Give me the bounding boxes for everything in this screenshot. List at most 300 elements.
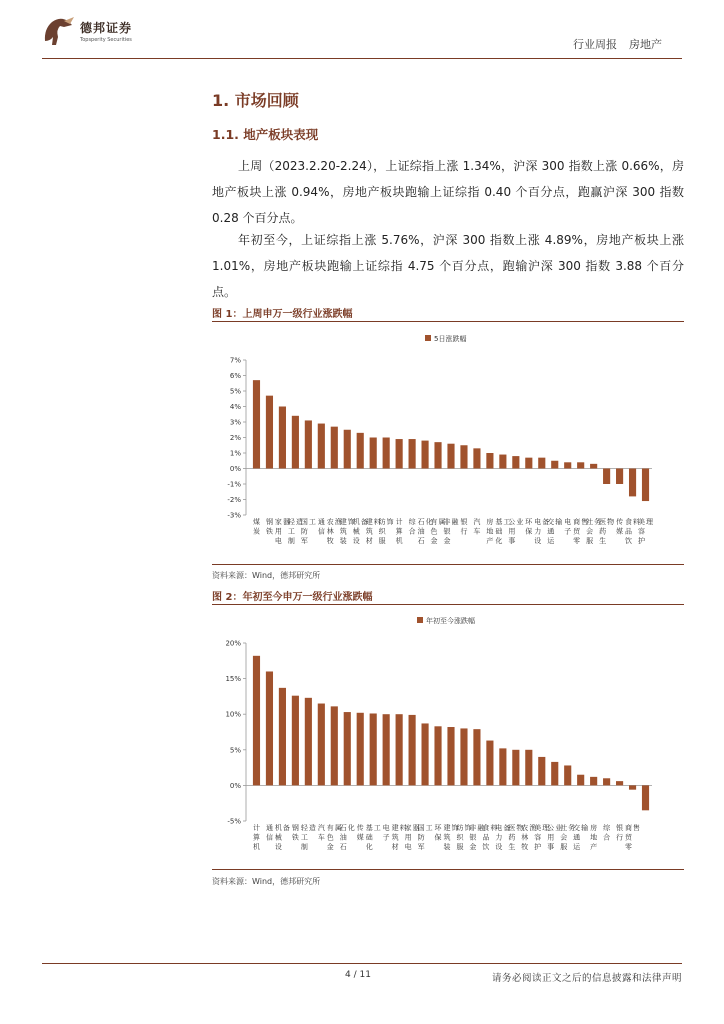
bar <box>629 785 636 789</box>
x-category-label-char: 电 <box>564 518 572 526</box>
bar <box>396 714 403 785</box>
x-category-label-char: 机 <box>395 537 403 545</box>
x-category-label-char: 属 <box>334 824 342 832</box>
bar <box>603 778 610 785</box>
bar <box>357 713 364 786</box>
x-category-label-char: 工 <box>425 824 433 832</box>
industry-label: 房地产 <box>629 38 662 51</box>
x-category-label-char: 非 <box>443 518 451 526</box>
bar <box>616 781 623 785</box>
x-category-label-char: 化 <box>425 518 433 526</box>
bar <box>538 757 545 785</box>
x-category-label-char: 地 <box>486 527 494 536</box>
bar <box>370 438 377 469</box>
x-category-label-char: 药 <box>508 833 516 842</box>
bar <box>551 461 558 469</box>
chart-svg <box>212 323 684 563</box>
bar <box>447 444 454 469</box>
x-category-label-char: 信 <box>265 833 273 842</box>
x-category-label-char: 设 <box>534 537 542 545</box>
x-category-label-char: 机 <box>274 824 282 832</box>
x-category-label-char: 媒 <box>356 833 364 842</box>
bar <box>318 424 325 469</box>
company-logo <box>42 15 152 47</box>
x-category-label-char: 电 <box>534 518 542 526</box>
figure-2-title: 图 2：年初至今申万一级行业涨跌幅 <box>212 592 373 603</box>
x-category-label-char: 军 <box>300 537 308 545</box>
bar <box>642 785 649 810</box>
x-category-label-char: 军 <box>417 843 425 851</box>
x-category-label-char: 轻 <box>287 518 295 526</box>
x-category-label-char: 用 <box>404 833 412 842</box>
bar <box>525 458 532 469</box>
x-category-label-char: 国 <box>417 824 425 832</box>
x-category-label-char: 输 <box>581 824 589 832</box>
x-category-label-char: 服 <box>560 843 568 851</box>
x-category-label-char: 综 <box>408 518 416 526</box>
x-category-label-char: 渔 <box>334 518 342 526</box>
x-category-label-char: 业 <box>516 518 524 526</box>
bar <box>473 448 480 468</box>
x-category-label-char: 理 <box>646 518 654 526</box>
paragraph-ytd: 年初至今，上证综指上涨 5.76%，沪深 300 指数上涨 4.89%，房地产板块上涨 1.01%，房地产板块跑输上证综指 4.75 个百分点，跑输沪深 300 指数 3.88 个百分点。 <box>212 233 684 299</box>
y-tick-label: 3% <box>229 418 241 427</box>
x-category-label-char: 零 <box>625 843 633 851</box>
y-tick-label: 0% <box>229 465 241 473</box>
x-category-label-char: 设 <box>274 843 282 851</box>
x-category-label-char: 筑 <box>391 833 399 842</box>
x-category-label-char: 筑 <box>365 527 373 536</box>
x-category-label-char: 渔 <box>529 824 537 832</box>
x-category-label-char: 业 <box>555 824 563 832</box>
x-category-label-char: 饰 <box>347 518 355 526</box>
figure-1-title: 图 1：上周申万一级行业涨跌幅 <box>212 309 353 320</box>
x-category-label-char: 非 <box>469 824 477 832</box>
x-category-label-char: 材 <box>391 843 399 851</box>
x-category-label-char: 织 <box>456 833 464 842</box>
x-category-label-char: 农 <box>326 518 334 526</box>
x-category-label-char: 电 <box>495 824 503 832</box>
x-category-label-char: 炭 <box>252 527 260 536</box>
x-category-label-char: 工 <box>503 518 511 526</box>
x-category-label-char: 通 <box>317 518 325 526</box>
x-category-label-char: 铁 <box>265 527 273 536</box>
x-category-label-char: 计 <box>252 824 260 832</box>
x-category-label-char: 理 <box>542 824 550 832</box>
x-category-label-char: 会 <box>586 527 594 536</box>
x-category-label-char: 银 <box>616 824 624 832</box>
x-category-label-char: 医 <box>508 824 516 832</box>
x-category-label-char: 银 <box>469 833 477 842</box>
bar <box>577 775 584 786</box>
x-category-label-char: 饰 <box>464 824 472 832</box>
x-category-label-char: 筑 <box>339 527 347 536</box>
x-category-label-char: 石 <box>417 537 425 545</box>
x-category-label-char: 用 <box>508 527 516 536</box>
x-category-label-char: 家 <box>404 824 412 832</box>
x-category-label-char: 钢 <box>291 824 299 832</box>
x-category-label-char: 服 <box>456 843 464 851</box>
x-category-label-char: 纺 <box>456 824 464 832</box>
x-category-label-char: 金 <box>443 537 451 545</box>
x-category-label-char: 公 <box>508 518 516 526</box>
figure-1-top-rule <box>212 321 684 322</box>
x-category-label-char: 器 <box>282 518 290 526</box>
header-labels <box>561 36 662 52</box>
bar <box>499 455 506 469</box>
page-number: 4 / 11 <box>345 970 371 980</box>
x-category-label-char: 建 <box>339 518 347 526</box>
figure-1-source: 资料来源：Wind，德邦研究所 <box>212 571 321 580</box>
x-category-label-char: 保 <box>434 833 442 842</box>
x-category-label-char: 护 <box>534 843 542 851</box>
x-category-label-char: 子 <box>564 527 572 536</box>
bar <box>512 750 519 786</box>
x-category-label-char: 备 <box>503 824 511 832</box>
x-category-label-char: 铁 <box>291 833 299 842</box>
chart-ytd-returns <box>212 606 684 868</box>
bar <box>344 712 351 785</box>
x-category-label-char: 制 <box>287 537 295 545</box>
x-category-label-char: 合 <box>603 833 611 842</box>
x-category-label-char: 材 <box>365 537 373 545</box>
x-category-label-char: 食 <box>625 518 633 526</box>
x-category-label-char: 房 <box>590 824 598 832</box>
bar <box>253 380 260 468</box>
x-category-label-char: 环 <box>525 518 533 526</box>
bar <box>460 445 467 468</box>
section-heading: 1. 市场回顾 <box>212 91 299 110</box>
x-category-label-char: 社 <box>586 518 594 526</box>
bar <box>266 671 273 785</box>
x-category-label-char: 础 <box>495 527 503 536</box>
x-category-label-char: 综 <box>603 824 611 832</box>
x-category-label-char: 电 <box>274 537 282 545</box>
x-category-label-char: 售 <box>633 824 641 832</box>
x-category-label-char: 设 <box>352 537 360 545</box>
x-category-label-char: 售 <box>581 518 589 526</box>
bar <box>318 704 325 786</box>
x-category-label-char: 械 <box>352 527 360 536</box>
x-category-label-char: 工 <box>373 824 381 832</box>
x-category-label-char: 容 <box>534 833 542 842</box>
bar <box>538 458 545 469</box>
x-category-label-char: 备 <box>542 518 550 526</box>
x-category-label-char: 林 <box>326 527 334 536</box>
x-category-label-char: 产 <box>590 843 598 851</box>
figure-2-bottom-rule <box>212 869 684 870</box>
x-category-label-char: 基 <box>495 518 503 526</box>
bar <box>383 438 390 469</box>
figure-2-top-rule <box>212 604 684 605</box>
x-category-label-char: 生 <box>599 537 607 545</box>
x-category-label-char: 药 <box>599 527 607 536</box>
bar <box>499 748 506 785</box>
x-category-label-char: 牧 <box>326 537 334 545</box>
x-category-label-char: 公 <box>547 824 555 832</box>
bar <box>292 416 299 469</box>
x-category-label-char: 机 <box>252 843 260 851</box>
x-category-label-char: 品 <box>482 833 490 842</box>
x-category-label-char: 零 <box>573 537 581 545</box>
x-category-label-char: 行 <box>616 833 624 842</box>
x-category-label-char: 容 <box>638 527 646 536</box>
y-tick-label: 15% <box>225 675 241 684</box>
legend-label: 5日涨跌幅 <box>434 335 467 343</box>
x-category-label-char: 物 <box>516 824 524 832</box>
x-category-label-char: 物 <box>607 518 615 526</box>
x-category-label-char: 用 <box>274 527 282 536</box>
x-category-label-char: 工 <box>287 527 295 536</box>
x-category-label-char: 务 <box>568 824 576 832</box>
x-category-label-char: 金 <box>430 537 438 545</box>
x-category-label-char: 础 <box>365 833 373 842</box>
x-category-label-char: 工 <box>308 518 316 526</box>
bar <box>383 714 390 785</box>
x-category-label-char: 通 <box>547 527 555 536</box>
bar <box>344 430 351 469</box>
x-category-label-char: 林 <box>521 833 529 842</box>
y-tick-label: -3% <box>227 511 241 520</box>
x-category-label-char: 服 <box>378 537 386 545</box>
x-category-label-char: 饰 <box>451 824 459 832</box>
legend-swatch <box>417 617 423 623</box>
footer-divider <box>42 963 682 964</box>
x-category-label-char: 化 <box>347 824 355 832</box>
bar <box>525 750 532 786</box>
subsection-heading: 1.1. 地产板块表现 <box>212 127 319 142</box>
x-category-label-char: 事 <box>508 537 516 545</box>
x-category-label-char: 算 <box>395 527 403 536</box>
y-tick-label: 0% <box>229 781 241 790</box>
x-category-label-char: 煤 <box>252 518 260 526</box>
x-category-label-char: 会 <box>560 833 568 842</box>
x-category-label-char: 石 <box>339 843 347 851</box>
x-category-label-char: 环 <box>434 824 442 832</box>
x-category-label-char: 信 <box>317 527 325 536</box>
bar <box>331 706 338 785</box>
y-tick-label: -2% <box>227 496 241 504</box>
x-category-label-char: 美 <box>534 824 542 832</box>
bar <box>616 469 623 485</box>
x-category-label-char: 设 <box>495 843 503 851</box>
x-category-label-char: 石 <box>417 518 425 526</box>
bar <box>486 453 493 469</box>
y-tick-label: 2% <box>229 434 241 442</box>
chart-weekly-returns <box>212 323 684 563</box>
x-category-label-char: 车 <box>473 527 481 536</box>
bar <box>577 462 584 468</box>
y-tick-label: 5% <box>229 387 241 396</box>
x-category-label-char: 电 <box>404 843 412 851</box>
x-category-label-char: 运 <box>547 537 555 545</box>
x-category-label-char: 商 <box>625 824 633 832</box>
bar <box>590 464 597 469</box>
bar <box>292 696 299 786</box>
y-tick-label: 1% <box>229 449 241 458</box>
bar <box>564 765 571 785</box>
bar <box>512 456 519 468</box>
x-category-label-char: 油 <box>417 527 425 536</box>
x-category-label-char: 造 <box>308 824 316 832</box>
bar <box>396 439 403 468</box>
x-category-label-char: 用 <box>547 833 555 842</box>
x-category-label-char: 料 <box>633 518 641 526</box>
x-category-label-char: 饮 <box>482 843 490 851</box>
x-category-label-char: 传 <box>616 518 624 526</box>
x-category-label-char: 融 <box>451 518 459 526</box>
header-divider <box>42 58 682 59</box>
x-category-label-char: 银 <box>460 518 468 526</box>
bar <box>370 713 377 785</box>
x-category-label-char: 料 <box>399 824 407 832</box>
x-category-label-char: 服 <box>586 537 594 545</box>
x-category-label-char: 防 <box>300 527 308 536</box>
figure-1-bottom-rule <box>212 564 684 565</box>
x-category-label-char: 电 <box>382 824 390 832</box>
legend-label: 年初至今涨跌幅 <box>426 617 475 625</box>
bar <box>279 407 286 469</box>
bar <box>357 433 364 469</box>
logo-mark-icon <box>42 15 76 47</box>
logo-english-text: Topsperity Securities <box>80 37 132 43</box>
bar <box>305 420 312 468</box>
bar <box>486 741 493 786</box>
x-category-label-char: 社 <box>560 824 568 832</box>
figure-2-source: 资料来源：Wind，德邦研究所 <box>212 877 321 886</box>
x-category-label-char: 机 <box>352 518 360 526</box>
y-tick-label: 7% <box>229 356 241 365</box>
x-category-label-char: 料 <box>490 824 498 832</box>
bar <box>266 396 273 469</box>
x-category-label-char: 器 <box>412 824 420 832</box>
x-category-label-char: 贸 <box>573 527 581 536</box>
x-category-label-char: 护 <box>638 537 646 545</box>
y-tick-label: 20% <box>225 639 241 648</box>
x-category-label-char: 备 <box>360 518 368 526</box>
x-category-label-char: 械 <box>274 833 282 842</box>
bar <box>629 469 636 497</box>
x-category-label-char: 力 <box>534 527 542 536</box>
x-category-label-char: 建 <box>391 824 399 832</box>
bar <box>460 728 467 785</box>
bar <box>279 688 286 786</box>
x-category-label-char: 饰 <box>386 518 394 526</box>
x-category-label-char: 运 <box>573 843 581 851</box>
x-category-label-char: 计 <box>395 518 403 526</box>
bar <box>409 715 416 785</box>
x-category-label-char: 力 <box>495 833 503 842</box>
x-category-label-char: 备 <box>282 824 290 832</box>
x-category-label-char: 汽 <box>473 518 481 526</box>
bar <box>421 723 428 785</box>
x-category-label-char: 银 <box>443 527 451 536</box>
paragraph-weekly: 上周（2023.2.20-2.24），上证综指上涨 1.34%，沪深 300 指数上涨 0.66%，房地产板块上涨 0.94%，房地产板块跑输上证综指 0.40 个百分点，跑赢沪深 300 指数 0.28 个百分点。 <box>212 159 684 225</box>
bar <box>603 469 610 485</box>
x-category-label-char: 织 <box>378 527 386 536</box>
bar <box>551 762 558 785</box>
x-category-label-char: 食 <box>482 824 490 832</box>
x-category-label-char: 输 <box>555 518 563 526</box>
y-tick-label: -5% <box>227 817 241 826</box>
x-category-label-char: 牧 <box>521 843 529 851</box>
x-category-label-char: 纺 <box>378 518 386 526</box>
bar <box>590 777 597 786</box>
x-category-label-char: 保 <box>525 527 533 536</box>
bar <box>564 462 571 468</box>
chart-svg <box>212 606 684 868</box>
logo-text: 德邦证券 <box>80 21 133 35</box>
x-category-label-char: 造 <box>295 518 303 526</box>
x-category-label-char: 化 <box>365 843 373 851</box>
x-category-label-char: 生 <box>508 843 516 851</box>
y-tick-label: 5% <box>229 746 241 755</box>
x-category-label-char: 家 <box>274 518 282 526</box>
x-category-label-char: 传 <box>356 824 364 832</box>
x-category-label-char: 产 <box>486 537 494 545</box>
bar <box>434 726 441 785</box>
x-category-label-char: 品 <box>625 527 633 536</box>
x-category-label-char: 子 <box>382 833 390 842</box>
x-category-label-char: 石 <box>339 824 347 832</box>
x-category-label-char: 建 <box>365 518 373 526</box>
x-category-label-char: 商 <box>573 518 581 526</box>
y-tick-label: -1% <box>227 480 241 489</box>
x-category-label-char: 饮 <box>625 537 633 545</box>
x-category-label-char: 料 <box>373 518 381 526</box>
x-category-label-char: 媒 <box>616 527 624 536</box>
x-category-label-char: 通 <box>265 824 273 832</box>
bar <box>253 656 260 786</box>
x-category-label-char: 金 <box>326 843 334 851</box>
x-category-label-char: 轻 <box>300 824 308 832</box>
x-category-label-char: 钢 <box>265 518 273 526</box>
bar <box>421 441 428 469</box>
x-category-label-char: 属 <box>438 518 446 526</box>
x-category-label-char: 务 <box>594 518 602 526</box>
x-category-label-char: 油 <box>339 833 347 842</box>
x-category-label-char: 融 <box>477 824 485 832</box>
x-category-label-char: 交 <box>547 518 555 526</box>
x-category-label-char: 合 <box>408 527 416 536</box>
x-category-label-char: 汽 <box>317 824 325 832</box>
x-category-label-char: 金 <box>469 843 477 851</box>
bar <box>434 442 441 468</box>
legend-swatch <box>425 335 431 341</box>
x-category-label-char: 车 <box>317 833 325 842</box>
x-category-label-char: 筑 <box>443 833 451 842</box>
x-category-label-char: 建 <box>443 824 451 832</box>
x-category-label-char: 农 <box>521 824 529 832</box>
y-tick-label: 6% <box>229 372 241 380</box>
x-category-label-char: 地 <box>590 833 598 842</box>
x-category-label-char: 医 <box>599 518 607 526</box>
x-category-label-char: 通 <box>573 833 581 842</box>
x-category-label-char: 装 <box>443 843 451 851</box>
x-category-label-char: 防 <box>417 833 425 842</box>
disclaimer-text: 请务必阅读正文之后的信息披露和法律声明 <box>491 973 682 984</box>
x-category-label-char: 装 <box>339 537 347 545</box>
x-category-label-char: 房 <box>486 518 494 526</box>
x-category-label-char: 事 <box>547 843 555 851</box>
bar <box>642 469 649 502</box>
x-category-label-char: 贸 <box>625 833 633 842</box>
bar <box>473 729 480 785</box>
x-category-label-char: 算 <box>252 833 260 842</box>
x-category-label-char: 工 <box>300 833 308 842</box>
y-tick-label: 10% <box>225 710 241 719</box>
report-type: 行业周报 <box>573 38 617 51</box>
